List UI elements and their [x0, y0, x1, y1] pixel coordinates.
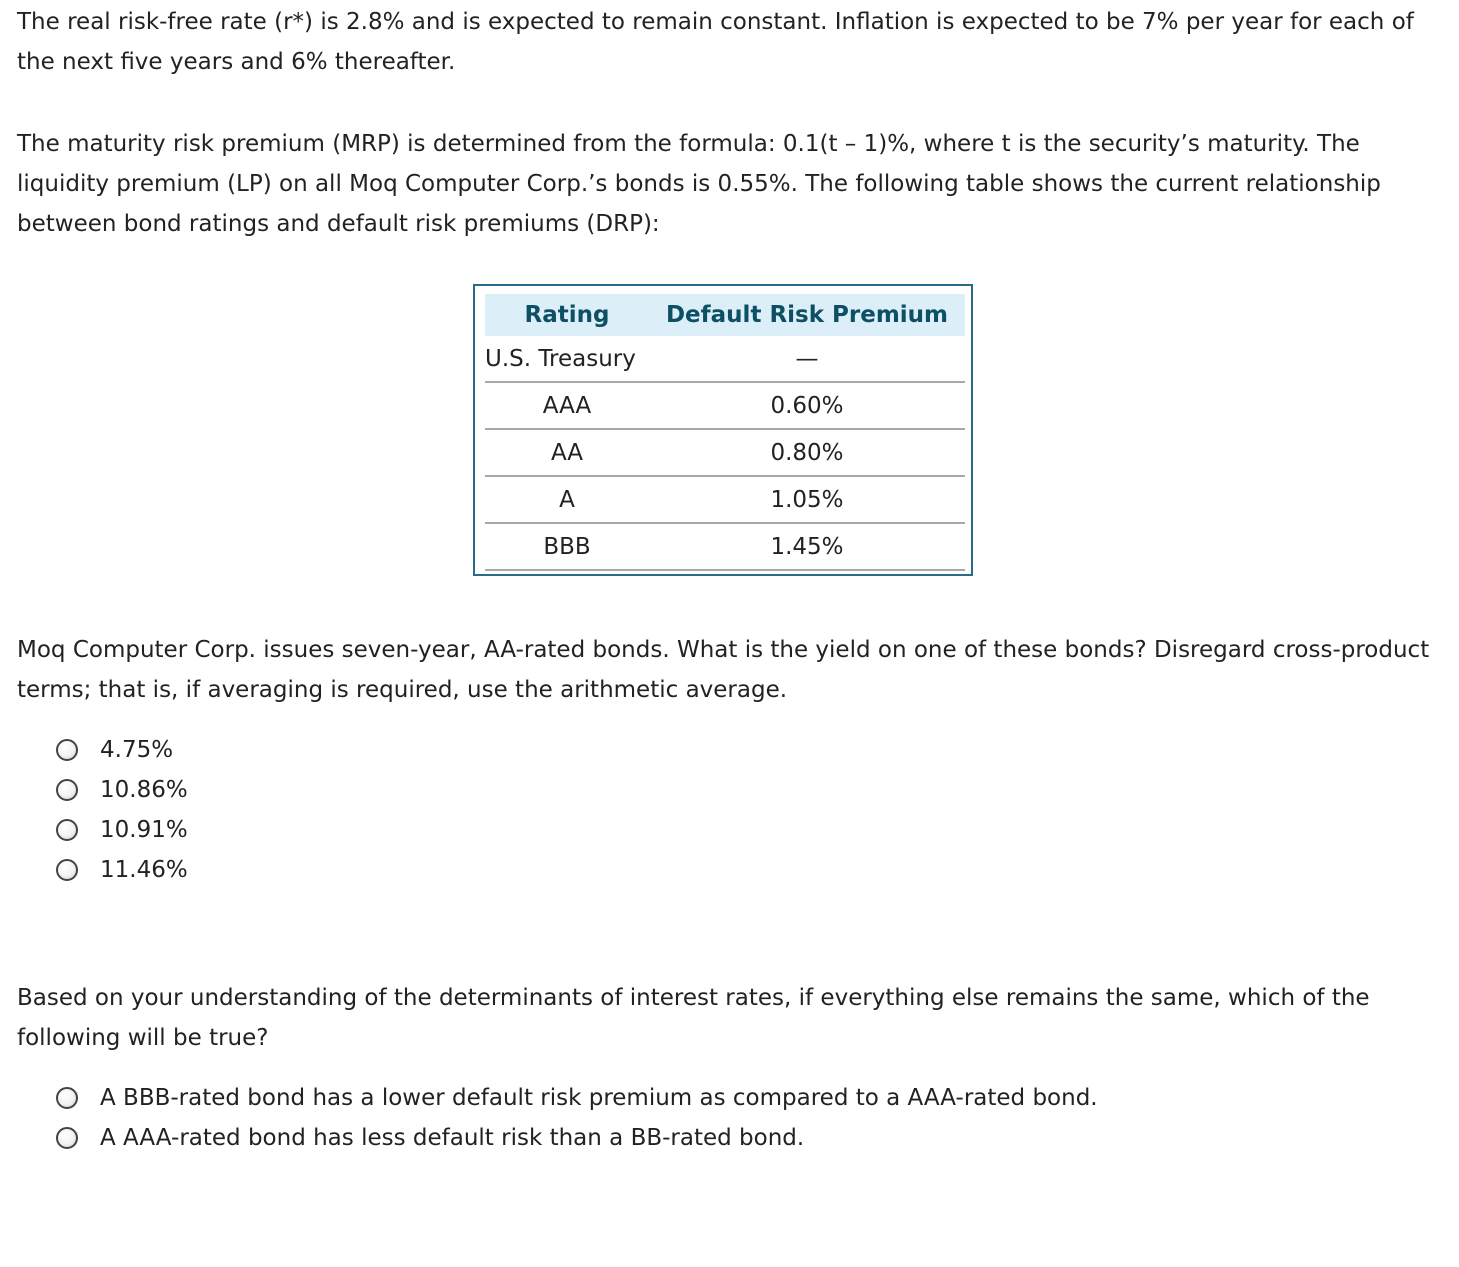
question1-option-3[interactable]: [56, 810, 188, 850]
table-header-row: [485, 294, 965, 336]
premium-cell: 0.80%: [649, 429, 965, 476]
rating-cell: AAA: [485, 382, 649, 429]
rating-cell: A: [485, 476, 649, 523]
table-row: [485, 336, 965, 382]
premium-cell: 1.05%: [649, 476, 965, 523]
radio-button-icon[interactable]: [56, 1087, 78, 1109]
question2-option-1[interactable]: [56, 1078, 1098, 1118]
option-label: 10.91%: [100, 817, 188, 843]
option-label: 4.75%: [100, 737, 174, 763]
question1-option-4[interactable]: [56, 850, 188, 890]
rating-cell: U.S. Treasury: [485, 336, 649, 382]
rating-cell: BBB: [485, 523, 649, 570]
option-label: 10.86%: [100, 777, 188, 803]
table-row: [485, 476, 965, 523]
radio-button-icon[interactable]: [56, 739, 78, 761]
table-row: [485, 523, 965, 570]
radio-button-icon[interactable]: [56, 779, 78, 801]
question2-options: [56, 1078, 1098, 1158]
radio-button-icon[interactable]: [56, 1127, 78, 1149]
question1-text: Moq Computer Corp. issues seven-year, AA-rated bonds. What is the yield on one of these bonds? Disregard cross-product terms; that is, if averaging is required, use the arithmetic average.: [17, 637, 1430, 703]
intro-paragraph-inflation: The real risk-free rate (r*) is 2.8% and is expected to remain constant. Inflation is expected to be 7% per year for each of the next five years and 6% thereafter.: [17, 9, 1414, 75]
question2-option-2[interactable]: [56, 1118, 1098, 1158]
rating-cell: AA: [485, 429, 649, 476]
table-row: [485, 382, 965, 429]
premium-cell: 1.45%: [649, 523, 965, 570]
header-default-risk-premium: Default Risk Premium: [649, 294, 965, 336]
premium-cell: 0.60%: [649, 382, 965, 429]
option-label: A AAA-rated bond has less default risk than a BB-rated bond.: [100, 1125, 805, 1151]
table-row: [485, 429, 965, 476]
header-rating: Rating: [485, 294, 649, 336]
intro-paragraph-premiums: The maturity risk premium (MRP) is determined from the formula: 0.1(t – 1)%, where t is the security’s maturity. The liquidity premium (LP) on all Moq Computer Corp.’s bonds is 0.55%. The following table shows the current relationship between bond ratings and default risk premiums (DRP):: [17, 131, 1381, 237]
question2-text: Based on your understanding of the determinants of interest rates, if everything else remains the same, which of the following will be true?: [17, 985, 1370, 1051]
radio-button-icon[interactable]: [56, 859, 78, 881]
question1-options: [56, 730, 188, 890]
question1-option-1[interactable]: [56, 730, 188, 770]
option-label: A BBB-rated bond has a lower default risk premium as compared to a AAA-rated bond.: [100, 1085, 1098, 1111]
option-label: 11.46%: [100, 857, 188, 883]
radio-button-icon[interactable]: [56, 819, 78, 841]
question1-option-2[interactable]: [56, 770, 188, 810]
drp-table-container: [473, 284, 973, 576]
drp-table: [485, 294, 965, 571]
premium-cell: —: [649, 336, 965, 382]
